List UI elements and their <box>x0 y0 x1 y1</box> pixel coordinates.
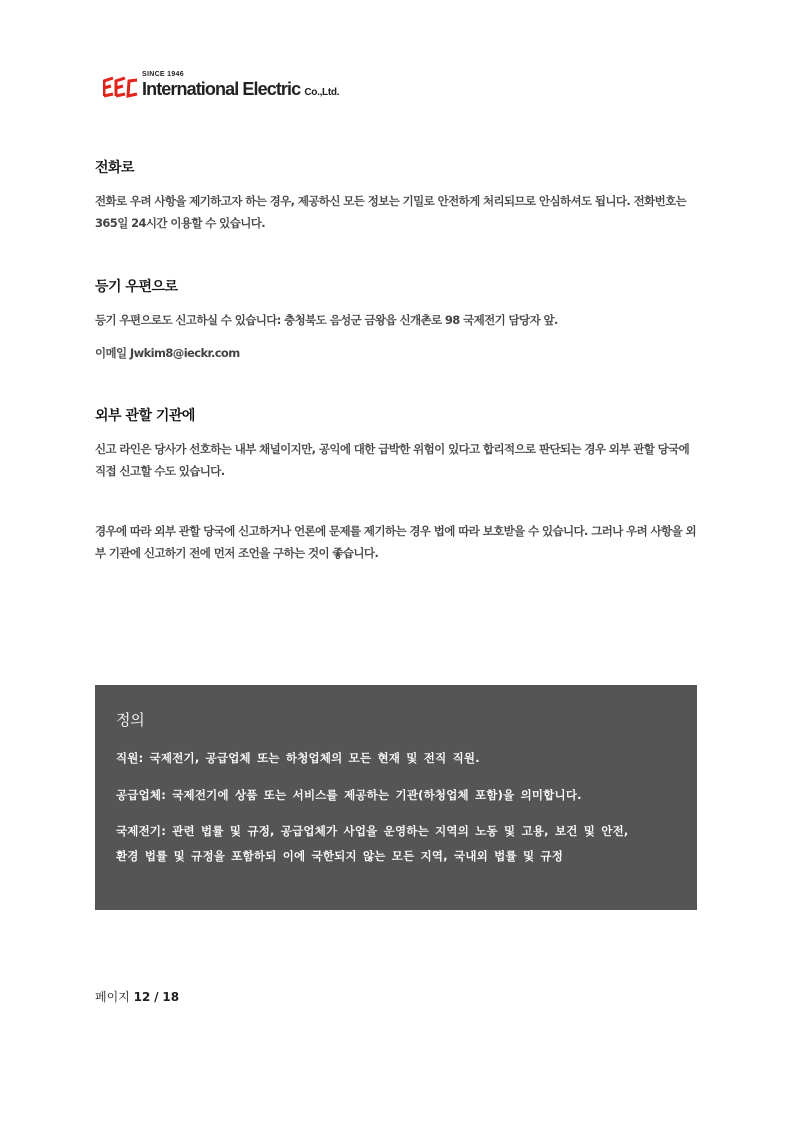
page-label: 페이지 <box>95 990 130 1004</box>
definition-employee: 직원: 국제전기, 공급업체 또는 하청업체의 모든 현재 및 전직 직원. <box>116 751 480 765</box>
section-paragraph-external-1: 신고 라인은 당사가 선호하는 내부 채널이지만, 공익에 대한 급박한 위험이 있다고 합리적으로 판단되는 경우 외부 관할 당국에 직접 신고할 수도 있습니다. <box>95 442 690 478</box>
page-separator: / <box>154 990 159 1004</box>
section-heading-mail: 등기 우편으로 <box>95 279 178 295</box>
section-paragraph-phone: 전화로 우려 사항을 제기하고자 하는 경우, 제공하신 모든 정보는 기밀로 안전하게 처리되므로 안심하셔도 됩니다. 전화번호는 365일 24시간 이용할 수 있습니다. <box>95 194 687 230</box>
section-heading-external: 외부 관할 기관에 <box>95 408 195 424</box>
page-number <box>95 988 179 1005</box>
definitions-box <box>95 685 697 910</box>
section-email: 이메일 Jwkim8@ieckr.com <box>95 346 240 360</box>
section-paragraph-external-2: 경우에 따라 외부 관할 당국에 신고하거나 언론에 문제를 제기하는 경우 법에 따라 보호받을 수 있습니다. 그러나 우려 사항을 외부 기관에 신고하기 전에 먼저 조언을 구하는 것이 좋습니다. <box>95 524 696 560</box>
page-current: 12 <box>133 990 151 1004</box>
logo-mark-icon <box>103 75 139 99</box>
page-total: 18 <box>162 990 180 1004</box>
definition-company-line-1: 국제전기: 관련 법률 및 규정, 공급업체가 사업을 운영하는 지역의 노동 및 고용, 보건 및 안전, <box>116 824 629 838</box>
logo-name-text: International Electric <box>142 79 301 99</box>
section-paragraph-mail: 등기 우편으로도 신고하실 수 있습니다: 충청북도 음성군 금왕읍 신개촌로 98 국제전기 담당자 앞. <box>95 313 558 327</box>
definition-supplier: 공급업체: 국제전기에 상품 또는 서비스를 제공하는 기관(하청업체 포함)을 의미합니다. <box>116 788 582 802</box>
logo-company-name <box>142 79 339 100</box>
definition-company-line-2: 환경 법률 및 규정을 포함하되 이에 국한되지 않는 모든 지역, 국내외 법률 및 규정 <box>116 849 564 863</box>
section-heading-phone: 전화로 <box>95 160 135 176</box>
definitions-title: 정의 <box>116 711 145 729</box>
logo-since-text: SINCE 1946 <box>142 71 184 78</box>
logo-suffix: Co.,Ltd. <box>304 87 340 98</box>
